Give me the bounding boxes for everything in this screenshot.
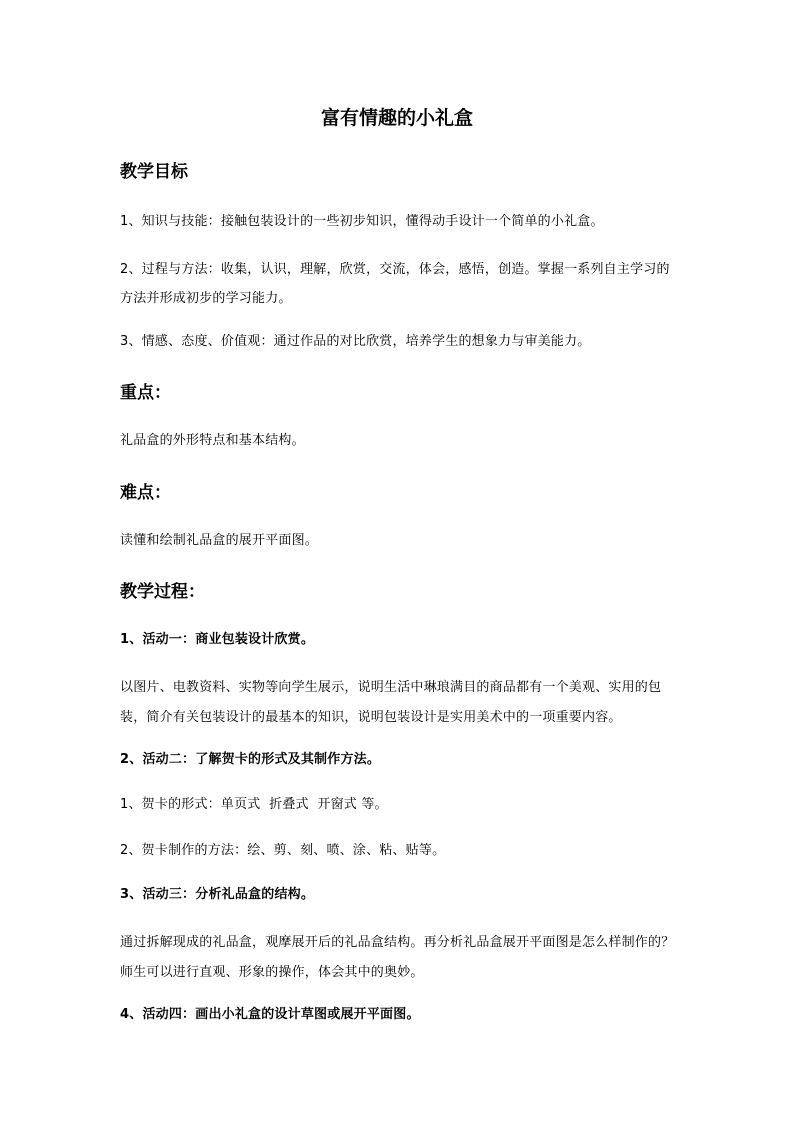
heading-difficulty: 难点： (120, 483, 171, 503)
heading-key: 重点： (120, 383, 171, 403)
goal-item-2: 2、过程与方法：收集，认识，理解，欣赏，交流，体会，感悟，创造。掌握一系列自主学习的方法并形成初步的学习能力。 (120, 262, 670, 306)
activity-2-item-1: 1、贺卡的形式：单页式 折叠式 开窗式 等。 (120, 797, 388, 812)
activity-3-title: 3、活动三：分析礼品盒的结构。 (120, 887, 315, 902)
document-title: 富有情趣的小礼盒 (320, 107, 473, 129)
activity-1-text: 以图片、电教资料、实物等向学生展示，说明生活中琳琅满目的商品都有一个美观、实用的包装，简介有关包装设计的最基本的知识，说明包装设计是实用美术中的一项重要内容。 (120, 680, 662, 725)
activity-1-title: 1、活动一：商业包装设计欣赏。 (120, 632, 315, 647)
key-text: 礼品盒的外形特点和基本结构。 (120, 433, 305, 448)
activity-2-item-2: 2、贺卡制作的方法：绘、剪、刻、喷、涂、粘、贴等。 (120, 843, 446, 858)
heading-goals: 教学目标 (120, 162, 188, 182)
goal-item-1: 1、知识与技能：接触包装设计的一些初步知识，懂得动手设计一个简单的小礼盒。 (120, 214, 604, 229)
goal-item-3: 3、情感、态度、价值观：通过作品的对比欣赏，培养学生的想象力与审美能力。 (120, 334, 591, 349)
difficulty-text: 读懂和绘制礼品盒的展开平面图。 (120, 533, 319, 548)
activity-4-title: 4、活动四：画出小礼盒的设计草图或展开平面图。 (120, 1007, 420, 1022)
activity-2-title: 2、活动二：了解贺卡的形式及其制作方法。 (120, 752, 381, 767)
heading-process: 教学过程： (120, 582, 205, 602)
activity-3-text: 通过拆解现成的礼品盒，观摩展开后的礼品盒结构。再分析礼品盒展开平面图是怎么样制作的？师生可以进行直观、形象的操作，体会其中的奥妙。 (120, 935, 675, 980)
